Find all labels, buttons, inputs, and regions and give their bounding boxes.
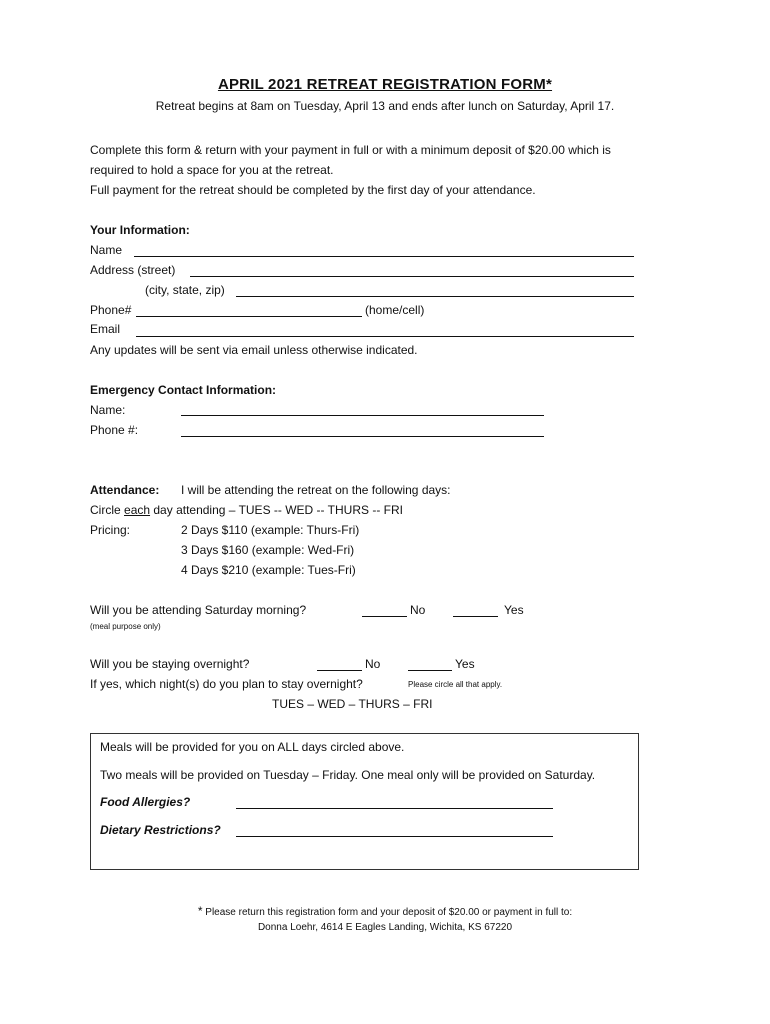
pricing-option: 4 Days $210 (example: Tues-Fri) [181,563,356,577]
address-label: Address (street) [90,263,176,277]
form-subtitle: Retreat begins at 8am on Tuesday, April 13 and ends after lunch on Saturday, April 17. [155,99,615,113]
dietary-restrictions-field-line[interactable] [236,836,553,837]
footer-line-1 [0,904,770,918]
email-label: Email [90,322,121,336]
attendance-statement: I will be attending the retreat on the following days: [181,483,451,497]
overnight-days-options[interactable]: TUES – WED – THURS – FRI [272,697,433,711]
name-field-line[interactable] [134,256,634,257]
phone-field-line[interactable] [136,316,362,317]
footer-asterisk: * [197,904,203,918]
saturday-note: (meal purpose only) [90,622,161,631]
intro-line-1: Complete this form & return with your payment in full or with a minimum deposit of $20.00 which is [90,143,611,157]
emergency-phone-label: Phone #: [90,423,139,437]
pricing-option: 2 Days $110 (example: Thurs-Fri) [181,523,360,537]
circle-pre-text: Circle [90,503,125,517]
attendance-heading: Attendance: [90,483,160,497]
footer-address: Donna Loehr, 4614 E Eagles Landing, Wichita, KS 67220 [257,922,513,933]
form-title: APRIL 2021 RETREAT REGISTRATION FORM* [217,76,553,93]
saturday-no-label: No [410,603,426,617]
emergency-name-field-line[interactable] [181,415,544,416]
name-label: Name [90,243,123,257]
meals-line-1: Meals will be provided for you on ALL days circled above. [100,740,405,754]
overnight-circle-note: Please circle all that apply. [408,680,503,689]
circle-days-text: day attending – TUES -- WED -- THURS -- FRI [150,503,403,517]
footer-instructions: Please return this registration form and your deposit of $20.00 or payment in full to: [205,907,573,918]
your-info-heading: Your Information: [90,223,190,237]
overnight-no-blank[interactable] [317,670,362,671]
circle-each-text: each [124,503,151,517]
intro-line-2: required to hold a space for you at the retreat. [90,163,334,177]
email-field-line[interactable] [136,336,634,337]
emergency-name-label: Name: [90,403,126,417]
email-note: Any updates will be sent via email unless otherwise indicated. [90,343,418,357]
overnight-nights-question: If yes, which night(s) do you plan to stay overnight? [90,677,363,691]
saturday-question: Will you be attending Saturday morning? [90,603,307,617]
phone-label: Phone# [90,303,132,317]
emergency-phone-field-line[interactable] [181,436,544,437]
overnight-no-label: No [365,657,381,671]
food-allergies-label: Food Allergies? [100,795,191,809]
intro-line-3: Full payment for the retreat should be completed by the first day of your attendance. [90,183,536,197]
pricing-option: 3 Days $160 (example: Wed-Fri) [181,543,355,557]
food-allergies-field-line[interactable] [236,808,553,809]
city-state-zip-label: (city, state, zip) [145,283,225,297]
dietary-restrictions-label: Dietary Restrictions? [100,823,221,837]
emergency-heading: Emergency Contact Information: [90,383,277,397]
pricing-label: Pricing: [90,523,131,537]
circle-days-line [90,503,403,517]
phone-type-label: (home/cell) [365,303,425,317]
meals-line-2: Two meals will be provided on Tuesday – Friday. One meal only will be provided on Saturday. [100,768,596,782]
saturday-yes-label: Yes [504,603,524,617]
city-state-zip-field-line[interactable] [236,296,634,297]
overnight-question: Will you be staying overnight? [90,657,250,671]
overnight-yes-blank[interactable] [408,670,452,671]
address-field-line[interactable] [190,276,634,277]
overnight-yes-label: Yes [455,657,475,671]
saturday-yes-blank[interactable] [453,616,498,617]
saturday-no-blank[interactable] [362,616,407,617]
